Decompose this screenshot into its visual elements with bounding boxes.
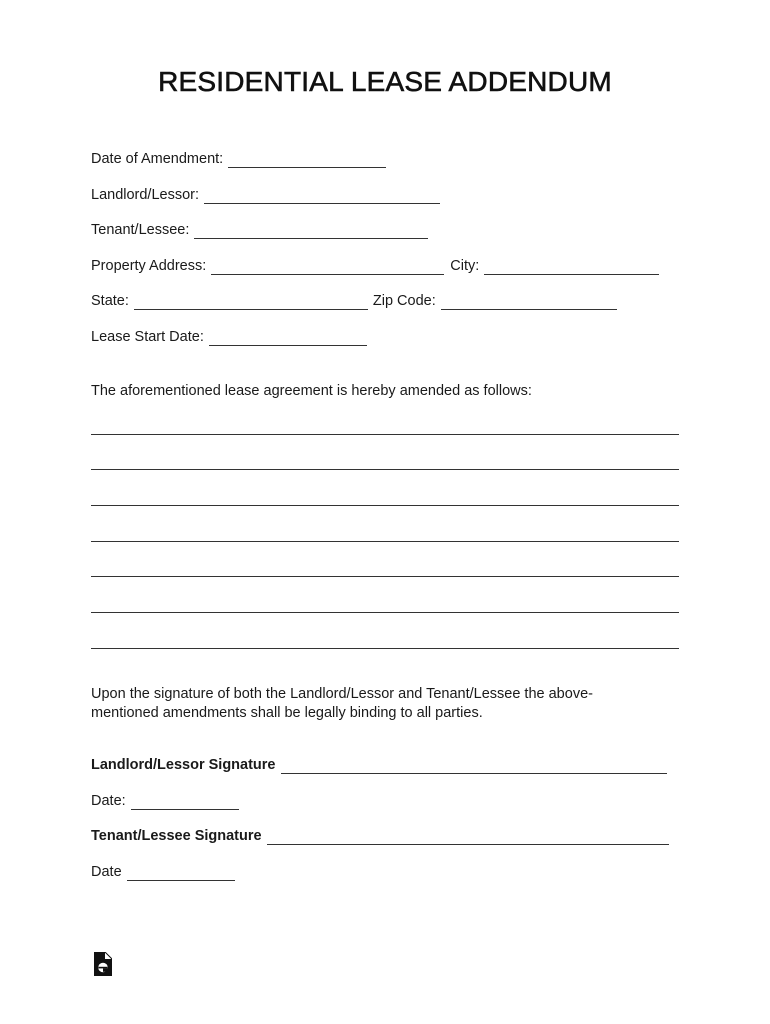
landlord-field[interactable] <box>204 189 440 204</box>
lease-start-date-field[interactable] <box>209 331 367 346</box>
amendment-line[interactable] <box>91 541 679 542</box>
state-label: State: <box>91 293 129 309</box>
binding-text-line-1: Upon the signature of both the Landlord/Lessor and Tenant/Lessee the above- <box>91 686 593 702</box>
document-e-icon <box>94 952 112 976</box>
property-address-field[interactable] <box>211 260 444 275</box>
tenant-signature-field[interactable] <box>267 830 669 845</box>
landlord-date-row <box>91 793 239 810</box>
zip-code-field[interactable] <box>441 295 617 310</box>
property-address-label: Property Address: <box>91 258 207 274</box>
state-zip-row <box>91 293 617 310</box>
amendment-line[interactable] <box>91 612 679 613</box>
tenant-row <box>91 222 428 239</box>
landlord-date-label: Date: <box>91 793 126 809</box>
amendment-line[interactable] <box>91 576 679 577</box>
page-title: RESIDENTIAL LEASE ADDENDUM <box>158 66 612 97</box>
tenant-date-field[interactable] <box>127 866 235 881</box>
tenant-field[interactable] <box>194 224 428 239</box>
date-of-amendment-label: Date of Amendment: <box>91 151 224 167</box>
amendment-line[interactable] <box>91 469 679 470</box>
amendment-line[interactable] <box>91 434 679 435</box>
landlord-signature-label: Landlord/Lessor Signature <box>91 757 276 773</box>
lease-start-date-label: Lease Start Date: <box>91 329 204 345</box>
amendment-line[interactable] <box>91 505 679 506</box>
landlord-date-field[interactable] <box>131 795 239 810</box>
zip-code-label: Zip Code: <box>372 293 436 309</box>
landlord-signature-field[interactable] <box>281 759 667 774</box>
tenant-date-row <box>91 864 235 881</box>
tenant-signature-label: Tenant/Lessee Signature <box>91 828 262 844</box>
binding-text-line-2: mentioned amendments shall be legally binding to all parties. <box>91 705 483 721</box>
landlord-label: Landlord/Lessor: <box>91 187 200 203</box>
city-label: City: <box>450 258 480 274</box>
amendment-intro: The aforementioned lease agreement is hereby amended as follows: <box>91 383 532 399</box>
amendment-line[interactable] <box>91 648 679 649</box>
date-of-amendment-row <box>91 151 386 168</box>
tenant-label: Tenant/Lessee: <box>91 222 190 238</box>
landlord-row <box>91 187 440 204</box>
date-of-amendment-field[interactable] <box>228 153 386 168</box>
lease-start-row <box>91 329 367 346</box>
property-address-row <box>91 258 659 275</box>
city-field[interactable] <box>484 260 659 275</box>
state-field[interactable] <box>134 295 368 310</box>
tenant-date-label: Date <box>91 864 122 880</box>
tenant-signature-row <box>91 828 669 845</box>
landlord-signature-row <box>91 757 667 774</box>
